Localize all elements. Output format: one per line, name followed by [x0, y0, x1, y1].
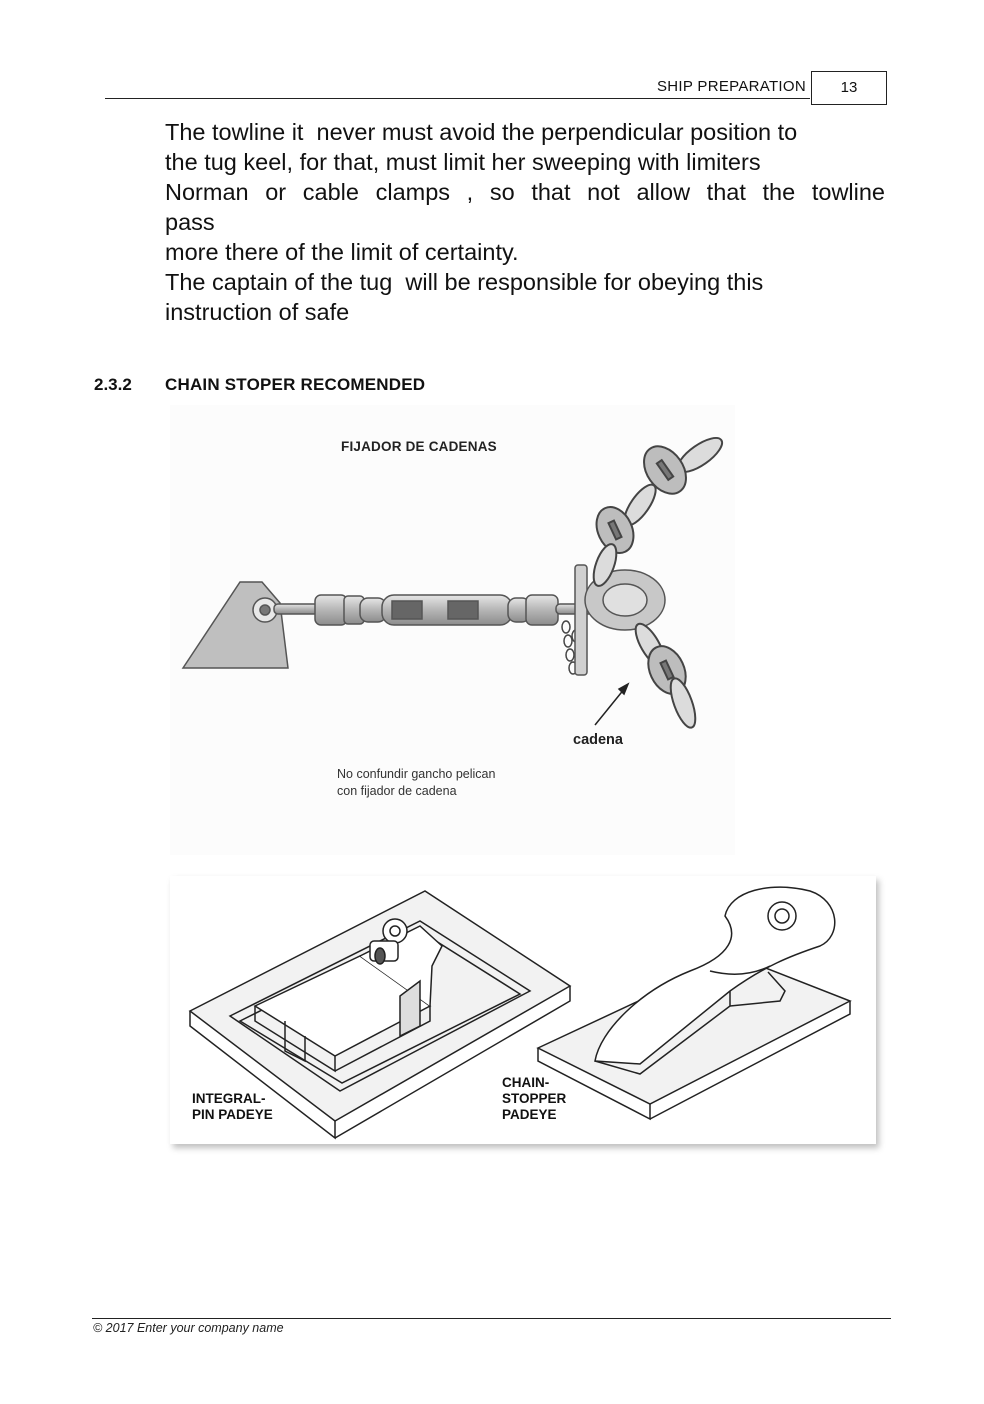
chain-stopper-padeye-label: [502, 1075, 566, 1123]
footer-text: © 2017 Enter your company name: [93, 1321, 284, 1335]
label-line: PADEYE: [502, 1107, 557, 1122]
body-paragraph: [165, 117, 885, 327]
section-title: CHAIN STOPER RECOMENDED: [165, 375, 426, 394]
body-line: more there of the limit of certainty.: [165, 239, 519, 265]
label-line: PIN PADEYE: [192, 1107, 273, 1122]
label-line: STOPPER: [502, 1091, 567, 1106]
footer-rule: [92, 1318, 891, 1319]
body-line: The towline it never must avoid the perpendicular position to: [165, 119, 798, 145]
chain-stopper-padeye: [538, 887, 850, 1119]
padeye-figure: [170, 876, 876, 1144]
eye-bolt: [274, 595, 364, 625]
figure-note-line: con fijador de cadena: [337, 784, 457, 798]
header-section-title: SHIP PREPARATION: [657, 78, 806, 95]
figure-note-line: No confundir gancho pelican: [337, 767, 496, 781]
chain-stopper-figure: [170, 405, 735, 855]
body-line: the tug keel, for that, must limit her sweeping with limiters: [165, 149, 761, 175]
page-number: 13: [811, 71, 887, 105]
padeye-base: [183, 582, 288, 668]
header-rule: [105, 98, 810, 99]
arrow-icon: [595, 684, 628, 725]
body-line: The captain of the tug will be responsible for obeying this: [165, 269, 764, 295]
figure-title: FIJADOR DE CADENAS: [341, 439, 497, 454]
label-line: CHAIN-: [502, 1075, 550, 1090]
integral-pin-padeye-label: [192, 1091, 273, 1123]
section-number: 2.3.2: [94, 375, 132, 394]
body-line: instruction of safe: [165, 299, 350, 325]
body-line: Norman or cable clamps , so that not allow that the towline: [165, 179, 885, 205]
chain-label: cadena: [573, 732, 623, 748]
label-line: INTEGRAL-: [192, 1091, 266, 1106]
turnbuckle: [360, 595, 530, 625]
figure-note: [337, 766, 495, 800]
body-line: pass: [165, 209, 215, 235]
